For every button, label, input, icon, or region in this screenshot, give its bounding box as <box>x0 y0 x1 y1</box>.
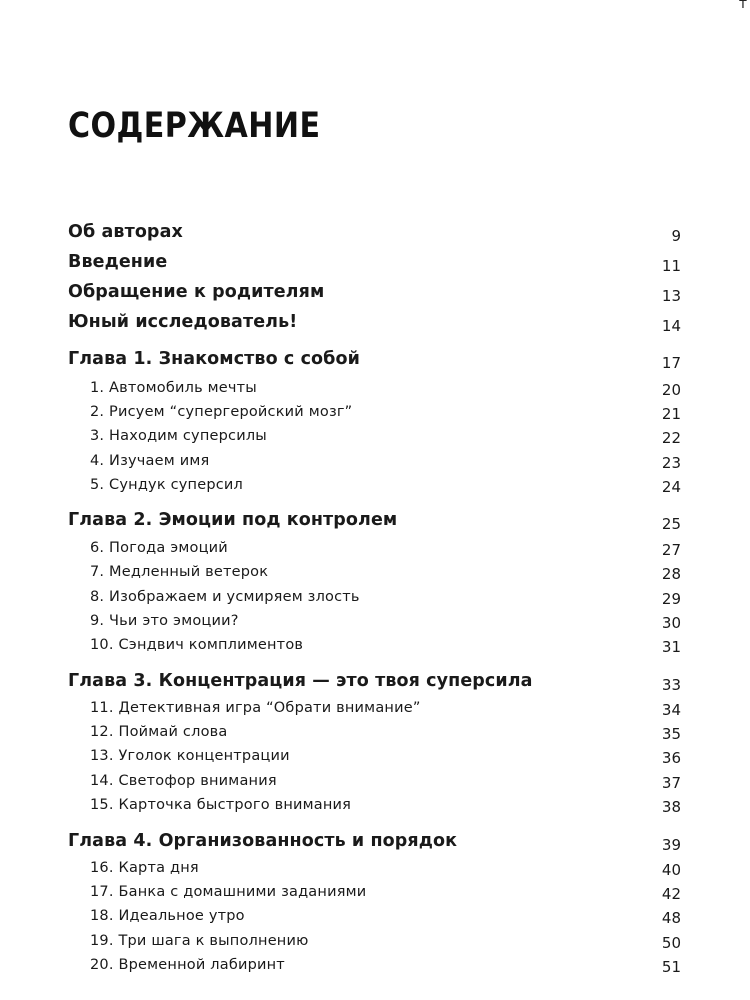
toc-entry-label: 5. Сундук суперсил <box>90 477 244 493</box>
toc-subentry[interactable] <box>0 724 750 750</box>
toc-page-number: 40 <box>661 861 681 879</box>
toc-entry-label: 9. Чьи это эмоции? <box>90 613 239 629</box>
toc-subentry[interactable] <box>0 700 750 726</box>
toc-page-number: 39 <box>661 836 681 854</box>
toc-subentry[interactable] <box>0 453 750 479</box>
toc-entry-label: Обращение к родителям <box>68 282 325 302</box>
chapter-title: Глава 1. Знакомство с собой <box>68 349 360 369</box>
toc-subentry[interactable] <box>0 540 750 566</box>
toc-subentry[interactable] <box>0 908 750 934</box>
toc-entry-label: 12. Поймай слова <box>90 724 228 740</box>
toc-entry-label: 4. Изучаем имя <box>90 453 210 469</box>
toc-entry-label: 3. Находим суперсилы <box>90 428 267 444</box>
toc-entry-label: Введение <box>68 252 168 272</box>
toc-entry-label: 20. Временной лабиринт <box>90 957 285 973</box>
toc-page-number: 36 <box>661 749 681 767</box>
toc-subentry[interactable] <box>0 748 750 774</box>
toc-page-number: 13 <box>661 287 681 305</box>
toc-page-number: 11 <box>661 257 681 275</box>
toc-chapter-3[interactable] <box>0 671 750 697</box>
toc-chapter-2[interactable] <box>0 510 750 536</box>
toc-page-number: 34 <box>661 701 681 719</box>
toc-page-number: 28 <box>661 565 681 583</box>
toc-subentry[interactable] <box>0 884 750 910</box>
toc-entry-front[interactable] <box>0 312 750 338</box>
toc-page-number: 38 <box>661 798 681 816</box>
toc-subentry[interactable] <box>0 564 750 590</box>
toc-entry-label: 10. Сэндвич комплиментов <box>90 637 304 653</box>
toc-page-number: 37 <box>661 774 681 792</box>
toc-page-number: 20 <box>661 381 681 399</box>
chapter-title: Глава 2. Эмоции под контролем <box>68 510 398 530</box>
toc-chapter-1[interactable] <box>0 349 750 375</box>
toc-entry-label: 15. Карточка быстрого внимания <box>90 797 352 813</box>
toc-entry-label: Юный исследователь! <box>68 312 298 332</box>
toc-entry-label: 8. Изображаем и усмиряем злость <box>90 589 360 605</box>
toc-subentry[interactable] <box>0 773 750 799</box>
toc-subentry[interactable] <box>0 957 750 983</box>
toc-subentry[interactable] <box>0 428 750 454</box>
toc-entry-label: 11. Детективная игра “Обрати внимание” <box>90 700 421 716</box>
chapter-title: Глава 3. Концентрация — это твоя суперсила <box>68 671 533 691</box>
toc-entry-label: 13. Уголок концентрации <box>90 748 290 764</box>
toc-entry-front[interactable] <box>0 282 750 308</box>
toc-entry-label: 16. Карта дня <box>90 860 199 876</box>
toc-page-number: 48 <box>661 909 681 927</box>
toc-entry-label: Об авторах <box>68 222 183 242</box>
toc-subentry[interactable] <box>0 637 750 663</box>
toc-page-number: 23 <box>661 454 681 472</box>
toc-page-number: 22 <box>661 429 681 447</box>
toc-page-number: 17 <box>661 354 681 372</box>
toc-page-number: 9 <box>671 227 681 245</box>
toc-chapter-4[interactable] <box>0 831 750 857</box>
toc-page-number: 35 <box>661 725 681 743</box>
toc-subentry[interactable] <box>0 477 750 503</box>
toc-entry-label: 7. Медленный ветерок <box>90 564 269 580</box>
toc-subentry[interactable] <box>0 933 750 959</box>
toc-subentry[interactable] <box>0 380 750 406</box>
toc-entry-label: 18. Идеальное утро <box>90 908 245 924</box>
toc-page-number: 30 <box>661 614 681 632</box>
toc-page-number: 29 <box>661 590 681 608</box>
page-title: СОДЕРЖАНИЕ <box>68 106 321 146</box>
toc-page-number: 42 <box>661 885 681 903</box>
toc-entry-label: 1. Автомобиль мечты <box>90 380 257 396</box>
toc-entry-label: 17. Банка с домашними заданиями <box>90 884 367 900</box>
toc-subentry[interactable] <box>0 404 750 430</box>
toc-page-number: 24 <box>661 478 681 496</box>
toc-entry-front[interactable] <box>0 252 750 278</box>
toc-page-number: 27 <box>661 541 681 559</box>
toc-page-number: 31 <box>661 638 681 656</box>
page-corner-mark: т <box>738 0 747 12</box>
toc-page-number: 33 <box>661 676 681 694</box>
toc-subentry[interactable] <box>0 860 750 886</box>
toc-subentry[interactable] <box>0 589 750 615</box>
toc-page-number: 14 <box>661 317 681 335</box>
toc-entry-front[interactable] <box>0 222 750 248</box>
chapter-title: Глава 4. Организованность и порядок <box>68 831 458 851</box>
toc-subentry[interactable] <box>0 797 750 823</box>
toc-page-number: 25 <box>661 515 681 533</box>
toc-page-number: 21 <box>661 405 681 423</box>
toc-page-number: 51 <box>661 958 681 976</box>
toc-entry-label: 19. Три шага к выполнению <box>90 933 309 949</box>
toc-subentry[interactable] <box>0 613 750 639</box>
toc-entry-label: 6. Погода эмоций <box>90 540 228 556</box>
toc-page-number: 50 <box>661 934 681 952</box>
toc-entry-label: 2. Рисуем “супергеройский мозг” <box>90 404 353 420</box>
toc-entry-label: 14. Светофор внимания <box>90 773 277 789</box>
